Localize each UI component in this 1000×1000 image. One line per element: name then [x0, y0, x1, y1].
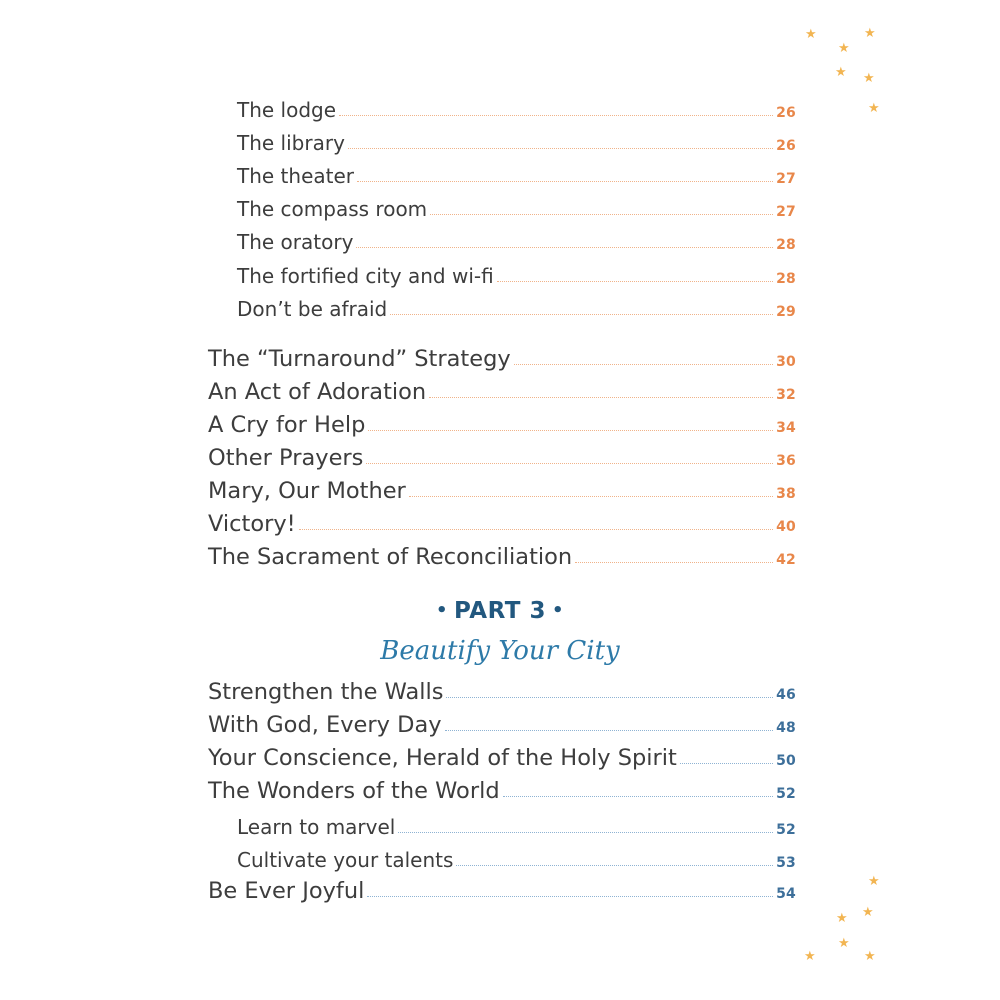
star-icon: ★ [838, 41, 850, 56]
toc-entry-title: The theater [237, 164, 355, 188]
toc-chapter-title: The “Turnaround” Strategy [208, 346, 511, 372]
toc-entry-title: Don’t be afraid [237, 297, 388, 321]
toc-entry-title: Cultivate your talents [237, 848, 454, 872]
toc-chapter-title: Be Ever Joyful [208, 878, 365, 904]
toc-chapter[interactable] [208, 346, 796, 372]
star-icon: ★ [868, 874, 880, 889]
dot-leader [497, 280, 773, 282]
dot-leader [503, 795, 774, 797]
toc-entry[interactable] [208, 164, 796, 188]
star-icon: ★ [863, 71, 875, 86]
toc-entry-page: 28 [776, 237, 796, 253]
toc-entry-page: 28 [776, 271, 796, 287]
toc-chapter-page: 40 [776, 519, 796, 535]
dot-leader [366, 462, 773, 464]
dot-leader [575, 561, 773, 563]
toc-chapter-title: The Sacrament of Reconciliation [208, 544, 573, 570]
star-icon: ★ [835, 65, 847, 80]
toc-chapter[interactable] [208, 379, 796, 405]
dot-leader [680, 762, 773, 764]
dot-leader [357, 180, 773, 182]
toc-chapter[interactable] [208, 778, 796, 804]
toc-entry[interactable] [208, 197, 796, 221]
toc-entry-page: 26 [776, 105, 796, 121]
toc-chapter[interactable] [208, 412, 796, 438]
toc-entry-page: 27 [776, 171, 796, 187]
toc-entry[interactable] [208, 98, 796, 122]
toc-chapter-page: 46 [776, 687, 796, 703]
toc-chapter-page: 38 [776, 486, 796, 502]
bullet-icon: • [436, 600, 449, 621]
dot-leader [456, 864, 773, 866]
dot-leader [429, 396, 773, 398]
dot-leader [445, 729, 774, 731]
toc-chapter-title: The Wonders of the World [208, 778, 500, 804]
dot-leader [409, 495, 773, 497]
toc-chapter-title: A Cry for Help [208, 412, 366, 438]
dot-leader [430, 213, 773, 215]
toc-chapter[interactable] [208, 878, 796, 904]
toc-entry[interactable] [208, 131, 796, 155]
toc-entry-title: The compass room [237, 197, 428, 221]
star-icon: ★ [862, 905, 874, 920]
toc-chapter-title: An Act of Adoration [208, 379, 427, 405]
toc-entry[interactable] [208, 297, 796, 321]
star-icon: ★ [864, 26, 876, 41]
toc-chapter[interactable] [208, 511, 796, 537]
toc-chapter-page: 36 [776, 453, 796, 469]
toc-chapter[interactable] [208, 745, 796, 771]
toc-chapter[interactable] [208, 712, 796, 738]
toc-chapter-page: 48 [776, 720, 796, 736]
part-subtitle: Beautify Your City [380, 636, 620, 666]
toc-chapter-title: Victory! [208, 511, 296, 537]
toc-chapter[interactable] [208, 679, 796, 705]
toc-entry-page: 27 [776, 204, 796, 220]
toc-chapter[interactable] [208, 445, 796, 471]
toc-chapter[interactable] [208, 544, 796, 570]
toc-chapter-title: Mary, Our Mother [208, 478, 406, 504]
dot-leader [368, 429, 773, 431]
toc-entry-title: The oratory [237, 230, 354, 254]
toc-chapter-title: Other Prayers [208, 445, 364, 471]
toc-entry[interactable] [208, 230, 796, 254]
dot-leader [356, 246, 773, 248]
toc-entry-title: The fortified city and wi-fi [237, 264, 494, 288]
part-heading [0, 598, 1000, 624]
toc-entry-title: Learn to marvel [237, 815, 396, 839]
dot-leader [339, 114, 773, 116]
toc-chapter-title: Your Conscience, Herald of the Holy Spirit [208, 745, 677, 771]
toc-chapter-page: 34 [776, 420, 796, 436]
toc-chapter-page: 42 [776, 552, 796, 568]
dot-leader [446, 696, 773, 698]
toc-chapter[interactable] [208, 478, 796, 504]
toc-entry-page: 53 [776, 855, 796, 871]
star-icon: ★ [836, 911, 848, 926]
toc-chapter-page: 52 [776, 786, 796, 802]
toc-entry[interactable] [208, 264, 796, 288]
dot-leader [390, 313, 773, 315]
dot-leader [514, 363, 773, 365]
toc-entry-page: 26 [776, 138, 796, 154]
toc-entry-title: The library [237, 131, 345, 155]
toc-entry-page: 52 [776, 822, 796, 838]
star-icon: ★ [864, 949, 876, 964]
toc-chapter-page: 50 [776, 753, 796, 769]
dot-leader [348, 147, 773, 149]
toc-chapter-page: 30 [776, 354, 796, 370]
toc-entry-page: 29 [776, 304, 796, 320]
part-number: PART 3 [454, 598, 546, 624]
dot-leader [367, 895, 773, 897]
toc-chapter-title: With God, Every Day [208, 712, 442, 738]
star-icon: ★ [868, 101, 880, 116]
toc-chapter-page: 32 [776, 387, 796, 403]
star-icon: ★ [838, 936, 850, 951]
toc-chapter-title: Strengthen the Walls [208, 679, 444, 705]
toc-entry[interactable] [208, 815, 796, 839]
dot-leader [299, 528, 773, 530]
toc-entry-title: The lodge [237, 98, 337, 122]
toc-chapter-page: 54 [776, 886, 796, 902]
dot-leader [398, 831, 773, 833]
star-icon: ★ [804, 949, 816, 964]
toc-entry[interactable] [208, 848, 796, 872]
bullet-icon: • [551, 600, 564, 621]
star-icon: ★ [805, 27, 817, 42]
